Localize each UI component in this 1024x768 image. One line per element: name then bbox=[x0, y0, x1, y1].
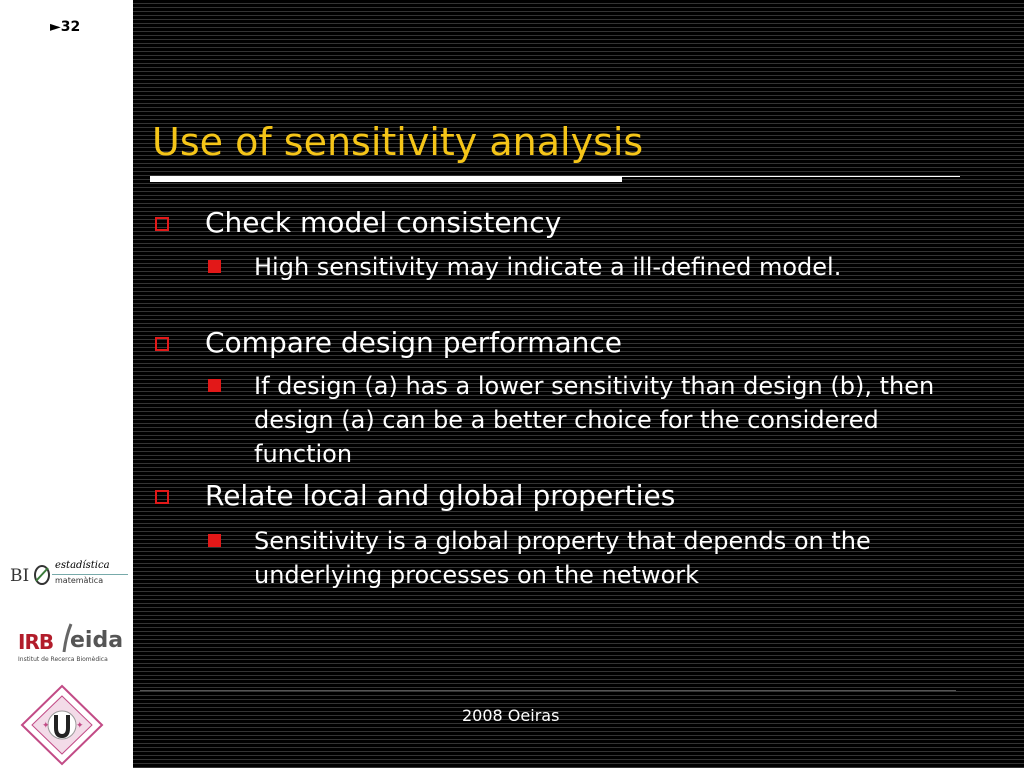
bio-estadistica-logo bbox=[8, 560, 130, 590]
bullet-item: Compare design performance bbox=[205, 326, 623, 359]
title-underline-thin bbox=[622, 176, 960, 177]
bio-logo-mark-icon bbox=[32, 563, 52, 585]
university-emblem-icon bbox=[20, 684, 104, 766]
bullet-item: Relate local and global properties bbox=[205, 479, 676, 512]
bullet-square-icon bbox=[155, 337, 169, 351]
svg-text:✦: ✦ bbox=[42, 721, 50, 731]
footer-divider bbox=[140, 690, 956, 691]
sub-bullet-item: If design (a) has a lower sensitivity than design (b), then design (a) can be a better choice for the considered function bbox=[254, 372, 935, 468]
irb-lleida-logo bbox=[14, 620, 124, 670]
slide-title: Use of sensitivity analysis bbox=[152, 120, 644, 164]
sub-bullet-square-icon bbox=[208, 534, 221, 547]
irb-logo-name: eida bbox=[70, 628, 124, 653]
title-underline-thick bbox=[150, 176, 622, 182]
bio-logo-bottom: matemàtica bbox=[55, 576, 104, 585]
sidebar bbox=[0, 0, 133, 768]
bullet-square-icon bbox=[155, 490, 169, 504]
bio-logo-top: estadística bbox=[55, 560, 110, 571]
sub-bullet-square-icon bbox=[208, 260, 221, 273]
sub-bullet-square-icon bbox=[208, 379, 221, 392]
irb-logo-subtitle: Institut de Recerca Biomèdica bbox=[18, 656, 108, 663]
sub-bullet-item: Sensitivity is a global property that depends on the underlying processes on the network bbox=[254, 527, 871, 589]
slide-number: ►32 bbox=[50, 19, 81, 35]
footer-text: 2008 Oeiras bbox=[462, 706, 560, 725]
irb-logo-letters: IRB bbox=[18, 630, 54, 654]
sub-bullet-item: High sensitivity may indicate a ill-defined model. bbox=[254, 253, 842, 281]
bio-logo-letters: BI bbox=[10, 566, 30, 586]
bio-logo-rule bbox=[52, 574, 128, 575]
svg-text:✦: ✦ bbox=[76, 721, 84, 731]
bullet-item: Check model consistency bbox=[205, 206, 562, 239]
bullet-square-icon bbox=[155, 217, 169, 231]
